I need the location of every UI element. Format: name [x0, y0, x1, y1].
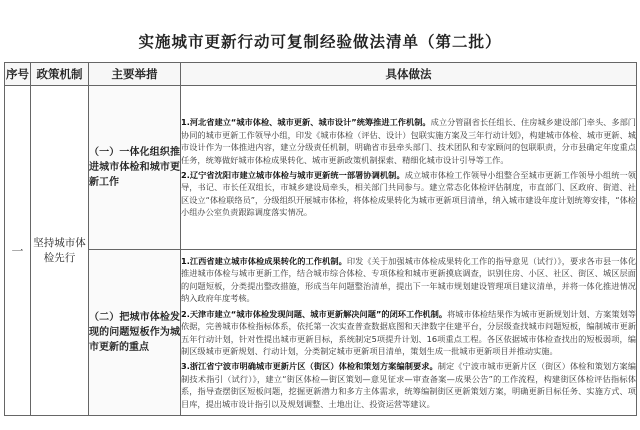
practice-item-head: 2.天津市建立“城市体检发现问题、城市更新解决问题”的闭环工作机制。	[181, 308, 448, 319]
practice-item-head: 1.河北省建立“城市体检、城市更新、城市设计”统筹推进工作机制。	[181, 117, 431, 128]
table-header-row	[5, 63, 637, 86]
header-policy: 政策机制	[31, 63, 89, 86]
practice-item-body: 成立城市体检工作领导小组整合至城市更新工作领导小组统一领导，书记、市长任双组长，市城乡建设局牵头，相关部门共同参与。建立常态化体检评估制度，市直部门、区政府、街道、社区设立“体检联络员”，分级组织开展城市体检，将体检成果转化为城市更新项目清单，纳入城市建设年度计划统筹安排，“体检小组办公室负责跟踪调度落实情况。	[181, 170, 636, 218]
practice-item-body: 成立分管副省长任组长、住房城乡建设部门牵头、多部门协同的城市更新工作领导小组，印发《城市体检（评估、设计）包联实施方案及三年行动计划》，构建城市体检、城市更新、城市设计作为一体推进内容，建立分级责任机制，明确省市县牵头部门、技术团队和专家顾问的包联职责，分市县确定年度重点任务，统筹做好城市体检成果转化、城市更新政策机制探索、精细化城市设计引导等工作。	[181, 117, 636, 165]
header-measure: 主要举措	[89, 63, 181, 86]
practice-item	[181, 169, 636, 219]
practice-item	[181, 360, 636, 410]
practice-cell	[181, 250, 637, 416]
measure-label: （一）一体化组织推进城市体检和城市更新工作	[89, 147, 180, 188]
policy-cell: 坚持城市体检先行	[31, 86, 89, 416]
practice-item	[181, 116, 636, 166]
practice-item	[181, 255, 636, 305]
experience-table	[4, 62, 637, 416]
practice-item-body: 印发《关于加强城市体检成果转化工作的指导意见（试行）》，要求各市县一体化推进城市体检与城市更新工作，结合城市综合体检、专项体检和城市更新摸底调查，识别住房、小区、社区、街区、城区层面的问题短板，分类提出整改措施，形成当年问题整治清单，提出下一年城市规划建设管理项目建议清单，并将一体化推进情况纳入政府年度考核。	[181, 256, 636, 304]
practice-item	[181, 308, 636, 358]
table-row	[5, 86, 637, 250]
table-row	[5, 250, 637, 416]
measure-cell	[89, 250, 181, 416]
document-title: 实施城市更新行动可复制经验做法清单（第二批）	[138, 33, 502, 51]
measure-label: （二）把城市体检发现的问题短板作为城市更新的重点	[89, 312, 180, 353]
seq-cell: 一	[5, 86, 31, 416]
practice-item-body: 制定《宁波市城市更新片区（街区）体检和策划方案编制技术指引（试行）》，建立“街区体检—街区策划—意见征求—审查备案—成果公告”的工作流程，构建街区体检评估指标体系，指导查摆街区短板问题，挖掘更新潜力和多方主体需求，统筹编制街区更新策划方案，明确更新目标任务、实施方式、项目库，提出城市设计指引以及规划调整、土地出让、投资运营等建议。	[181, 361, 636, 409]
practice-item-head: 1.江西省建立城市体检成果转化的工作机制。	[181, 256, 347, 267]
header-practice: 具体做法	[181, 63, 637, 86]
practice-item-body: 将城市体检结果作为城市更新规划计划、方案策划等依据，完善城市体检指标体系，依托第一次实查普查数据底图和天津数字住建平台，分层级查找城市问题短板，编制城市更新五年行动计划，针对性提出城市更新目标，系统制定5项提升计划、16项重点工程。各区依据城市体检查找出的短板弱项，编制区级城市更新规划、行动计划，分类制定城市更新项目清单，策划生成一批城市更新项目并推动实施。	[181, 308, 636, 356]
practice-item-head: 3.浙江省宁波市明确城市更新片区（街区）体检和策划方案编制要求。	[181, 361, 438, 372]
header-seq: 序号	[5, 63, 31, 86]
practice-cell	[181, 86, 637, 250]
practice-item-head: 2.辽宁省沈阳市建立城市体检与城市更新统一部署协调机制。	[181, 170, 405, 180]
measure-cell	[89, 86, 181, 250]
